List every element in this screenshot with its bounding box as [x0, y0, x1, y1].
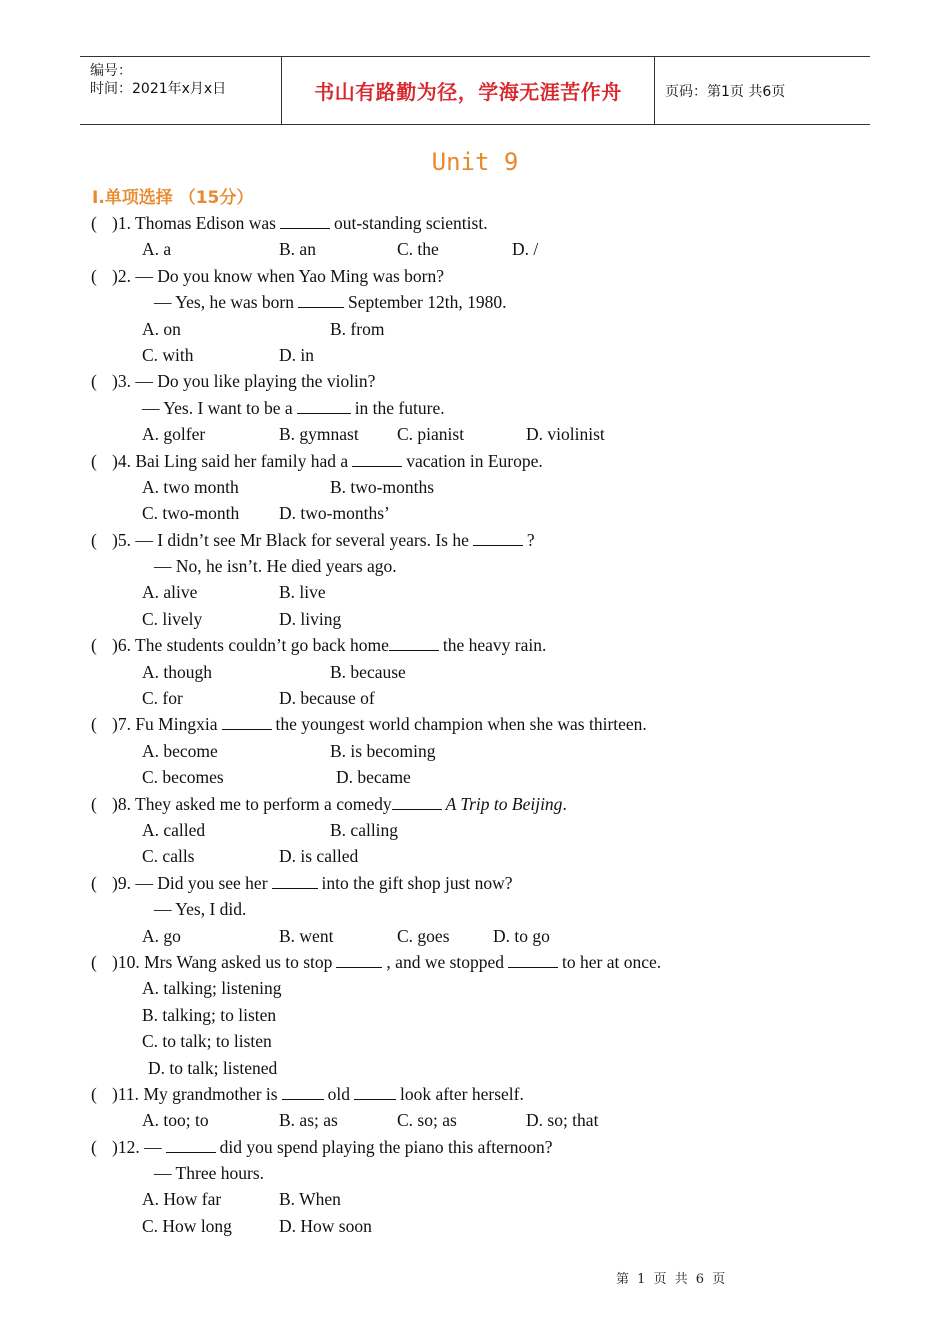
question-text-end: did you spend playing the piano this afternoon?	[219, 1136, 553, 1157]
option-c: C. two-month	[142, 503, 240, 524]
question-6	[0, 632, 950, 658]
answer-paren: (	[91, 529, 97, 550]
answer-blank	[282, 1083, 324, 1100]
option-d: D. two-months’	[279, 503, 390, 524]
question-3-reply	[0, 395, 950, 421]
option-c: C. calls	[142, 846, 195, 867]
option-d: D. /	[512, 239, 539, 260]
options-row	[0, 1055, 950, 1081]
question-2	[0, 263, 950, 289]
option-d: D. to go	[493, 925, 550, 946]
header-meta	[80, 57, 281, 124]
answer-blank	[298, 291, 344, 308]
options-row	[0, 738, 950, 764]
option-b: B. from	[330, 318, 385, 339]
page-footer: 第 1 页 共 6 页	[616, 1272, 728, 1287]
question-7	[0, 711, 950, 737]
option-c: C. How long	[142, 1215, 232, 1236]
question-12-reply	[0, 1160, 950, 1186]
question-text: The students couldn’t go back home	[135, 635, 389, 656]
options-row	[0, 342, 950, 368]
option-b: B. two-months	[330, 476, 435, 497]
answer-blank	[354, 1083, 396, 1100]
options-row	[0, 659, 950, 685]
question-text: — Do you know when Yao Ming was born?	[135, 265, 444, 286]
options-row	[0, 500, 950, 526]
option-a: A. a	[142, 239, 172, 260]
question-12	[0, 1134, 950, 1160]
answer-paren: (	[91, 635, 97, 656]
question-text: Bai Ling said her family had a	[135, 450, 349, 471]
option-a: A. though	[142, 661, 212, 682]
options-row	[0, 579, 950, 605]
question-number: )2.	[112, 265, 136, 286]
option-c: C. for	[142, 688, 183, 709]
option-a: A. How far	[142, 1189, 222, 1210]
reply-text: — Three hours.	[154, 1163, 264, 1184]
option-d: D. is called	[279, 846, 359, 867]
answer-paren: (	[91, 951, 97, 972]
options-row	[0, 1213, 950, 1239]
options-row	[0, 316, 950, 342]
option-a: A. golfer	[142, 424, 206, 445]
answer-blank	[389, 634, 439, 651]
option-a: A. called	[142, 819, 206, 840]
question-number: )7.	[112, 714, 136, 735]
options-row	[0, 923, 950, 949]
options-row	[0, 474, 950, 500]
option-c: C. with	[142, 344, 194, 365]
question-number: )3.	[112, 371, 136, 392]
answer-blank	[336, 951, 382, 968]
reply-text-end: in the future.	[354, 397, 445, 418]
answer-paren: (	[91, 213, 97, 233]
option-a: A. too; to	[142, 1110, 209, 1131]
question-list	[0, 210, 950, 1239]
question-text-mid: , and we stopped	[386, 951, 505, 972]
question-text-end: out-standing scientist.	[333, 213, 488, 233]
answer-paren: (	[91, 793, 97, 814]
option-d: D. How soon	[279, 1215, 372, 1236]
question-text: They asked me to perform a comedy	[135, 793, 392, 814]
question-9-reply	[0, 896, 950, 922]
answer-blank	[352, 450, 402, 467]
option-c: C. lively	[142, 608, 203, 629]
answer-blank	[508, 951, 558, 968]
header-motto: 书山有路勤为径，学海无涯苦作舟	[281, 57, 655, 124]
question-text: My grandmother is	[143, 1083, 278, 1104]
question-text: Fu Mingxia	[135, 714, 218, 735]
answer-paren: (	[91, 872, 97, 893]
option-d: D. became	[336, 767, 411, 788]
option-b: B. gymnast	[279, 424, 359, 445]
options-row	[0, 1028, 950, 1054]
option-d: D. to talk; listened	[148, 1057, 278, 1078]
question-text: —	[144, 1136, 162, 1157]
question-text: — Did you see her	[135, 872, 268, 893]
question-8	[0, 791, 950, 817]
options-row	[0, 764, 950, 790]
question-1	[0, 210, 950, 236]
answer-blank	[166, 1136, 216, 1153]
unit-title: Unit 9	[431, 148, 519, 176]
options-row	[0, 1002, 950, 1028]
question-number: )6.	[112, 635, 136, 656]
reply-text: — Yes, I did.	[154, 899, 247, 920]
option-a: A. on	[142, 318, 181, 339]
option-b: B. live	[279, 582, 326, 603]
question-text: Thomas Edison was	[135, 213, 276, 233]
options-row	[0, 606, 950, 632]
question-text-end: vacation in Europe.	[406, 450, 543, 471]
option-b: B. talking; to listen	[142, 1004, 277, 1025]
question-number: )1.	[112, 213, 136, 233]
option-a: A. alive	[142, 582, 198, 603]
page-header	[80, 56, 870, 125]
answer-paren: (	[91, 714, 97, 735]
question-text-mid: old	[327, 1083, 350, 1104]
question-number: )5.	[112, 529, 136, 550]
options-row	[0, 685, 950, 711]
question-text-end: to her at once.	[562, 951, 662, 972]
options-row	[0, 843, 950, 869]
answer-paren: (	[91, 265, 97, 286]
question-text-end: .	[562, 793, 567, 814]
option-a: A. talking; listening	[142, 978, 282, 999]
option-d: D. so; that	[526, 1110, 599, 1131]
date-label: 时间：2021年x月x日	[90, 81, 227, 97]
option-c: C. so; as	[397, 1110, 457, 1131]
options-row	[0, 975, 950, 1001]
option-b: B. an	[279, 239, 316, 260]
question-10	[0, 949, 950, 975]
answer-blank	[473, 529, 523, 546]
answer-blank	[272, 872, 318, 889]
option-c: C. becomes	[142, 767, 224, 788]
reply-text: — No, he isn’t. He died years ago.	[154, 556, 397, 577]
options-row	[0, 421, 950, 447]
question-text-end: ?	[526, 529, 535, 550]
question-3	[0, 368, 950, 394]
reply-text: — Yes. I want to be a	[142, 397, 293, 418]
question-text-end: look after herself.	[399, 1083, 524, 1104]
italic-title: A Trip to Beijing	[445, 793, 563, 814]
section-heading: Ⅰ.单项选择 （15分）	[92, 188, 254, 208]
option-c: C. the	[397, 239, 439, 260]
question-text-end: into the gift shop just now?	[321, 872, 513, 893]
question-2-reply	[0, 289, 950, 315]
question-text: Mrs Wang asked us to stop	[144, 951, 333, 972]
option-b: B. is becoming	[330, 740, 436, 761]
options-row	[0, 236, 950, 262]
option-b: B. When	[279, 1189, 341, 1210]
question-number: )11.	[112, 1083, 144, 1104]
question-4	[0, 448, 950, 474]
question-number: )8.	[112, 793, 136, 814]
reply-text: — Yes, he was born	[154, 292, 294, 313]
option-b: B. went	[279, 925, 334, 946]
option-d: D. because of	[279, 688, 375, 709]
option-b: B. calling	[330, 819, 399, 840]
header-page-info: 页码：第1页 共6页	[665, 83, 786, 100]
option-c: C. goes	[397, 925, 450, 946]
option-d: D. violinist	[526, 424, 605, 445]
options-row	[0, 1107, 950, 1133]
answer-blank	[392, 793, 442, 810]
option-c: C. pianist	[397, 424, 465, 445]
answer-paren: (	[91, 450, 97, 471]
question-text-end: the youngest world champion when she was thirteen.	[275, 714, 647, 735]
reply-text-end: September 12th, 1980.	[348, 292, 507, 313]
serial-number-label: 编号：	[90, 63, 132, 79]
option-b: B. as; as	[279, 1110, 338, 1131]
question-text-end: the heavy rain.	[442, 635, 547, 656]
options-row	[0, 817, 950, 843]
question-5	[0, 527, 950, 553]
option-a: A. go	[142, 925, 181, 946]
question-11	[0, 1081, 950, 1107]
answer-blank	[280, 212, 330, 229]
options-row	[0, 1186, 950, 1212]
question-number: )9.	[112, 872, 136, 893]
answer-blank	[297, 397, 351, 414]
option-a: A. two month	[142, 476, 239, 497]
option-c: C. to talk; to listen	[142, 1031, 272, 1052]
question-9	[0, 870, 950, 896]
answer-paren: (	[91, 371, 97, 392]
option-b: B. because	[330, 661, 406, 682]
answer-paren: (	[91, 1083, 97, 1104]
question-number: )12.	[112, 1136, 145, 1157]
question-text: — I didn’t see Mr Black for several years. Is he	[135, 529, 469, 550]
question-5-reply	[0, 553, 950, 579]
question-number: )10.	[112, 951, 145, 972]
option-d: D. in	[279, 344, 314, 365]
answer-blank	[222, 713, 272, 730]
option-a: A. become	[142, 740, 218, 761]
option-d: D. living	[279, 608, 342, 629]
question-number: )4.	[112, 450, 136, 471]
answer-paren: (	[91, 1136, 97, 1157]
question-text: — Do you like playing the violin?	[135, 371, 376, 392]
